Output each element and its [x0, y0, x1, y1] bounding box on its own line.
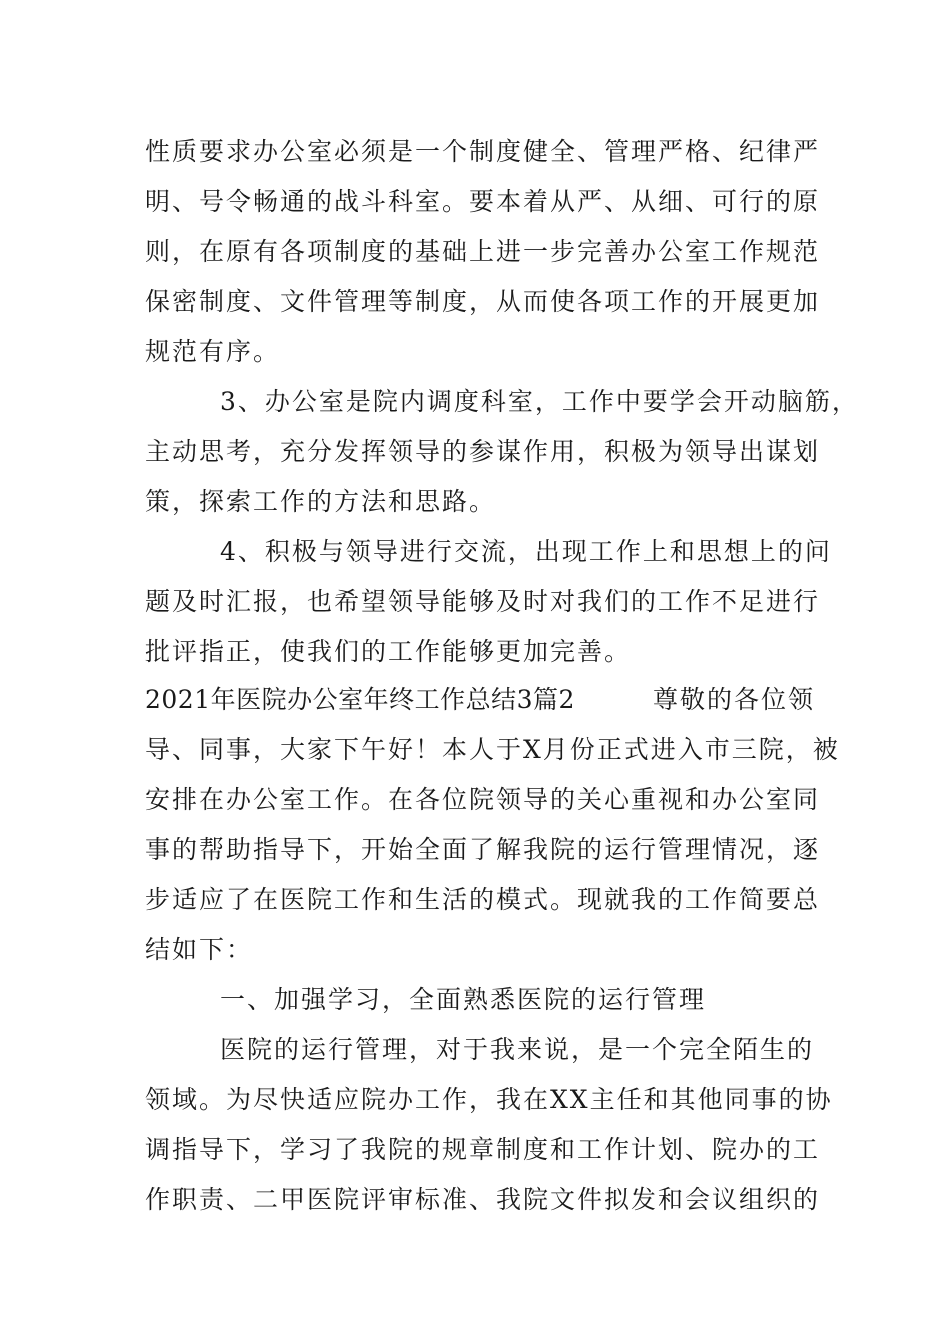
text-line: 作职责、二甲医院评审标准、我院文件拟发和会议组织的 [145, 1185, 821, 1214]
text-line: 主动思考，充分发挥领导的参谋作用，积极为领导出谋划 [145, 437, 821, 466]
section-title: 2021年医院办公室年终工作总结3篇2 [145, 685, 575, 714]
text-line: 4、积极与领导进行交流，出现工作上和思想上的问 [220, 537, 832, 566]
text-line: 调指导下，学习了我院的规章制度和工作计划、院办的工 [145, 1135, 821, 1164]
text-line: 步适应了在医院工作和生活的模式。现就我的工作简要总 [145, 885, 821, 914]
section-title-tail: 尊敬的各位领 [652, 685, 815, 714]
text-line: 明、号令畅通的战斗科室。要本着从严、从细、可行的原 [145, 187, 821, 216]
text-line: 领域。为尽快适应院办工作，我在XX主任和其他同事的协 [145, 1085, 833, 1114]
text-line: 性质要求办公室必须是一个制度健全、管理严格、纪律严 [145, 137, 821, 166]
text-line: 保密制度、文件管理等制度，从而使各项工作的开展更加 [145, 287, 821, 316]
section-title-line [145, 685, 815, 715]
text-line: 批评指正，使我们的工作能够更加完善。 [145, 637, 632, 666]
text-line: 则，在原有各项制度的基础上进一步完善办公室工作规范 [145, 237, 821, 266]
section-heading: 一、加强学习，全面熟悉医院的运行管理 [220, 985, 707, 1014]
text-line: 3、办公室是院内调度科室，工作中要学会开动脑筋， [220, 387, 859, 416]
text-line: 事的帮助指导下，开始全面了解我院的运行管理情况，逐 [145, 835, 821, 864]
text-line: 规范有序。 [145, 337, 281, 366]
text-line: 结如下： [145, 935, 254, 964]
text-line: 医院的运行管理，对于我来说，是一个完全陌生的 [220, 1035, 815, 1064]
text-line: 安排在办公室工作。在各位院领导的关心重视和办公室同 [145, 785, 821, 814]
text-line: 导、同事，大家下午好！本人于X月份正式进入市三院，被 [145, 735, 840, 764]
text-line: 题及时汇报，也希望领导能够及时对我们的工作不足进行 [145, 587, 821, 616]
text-line: 策，探索工作的方法和思路。 [145, 487, 497, 516]
